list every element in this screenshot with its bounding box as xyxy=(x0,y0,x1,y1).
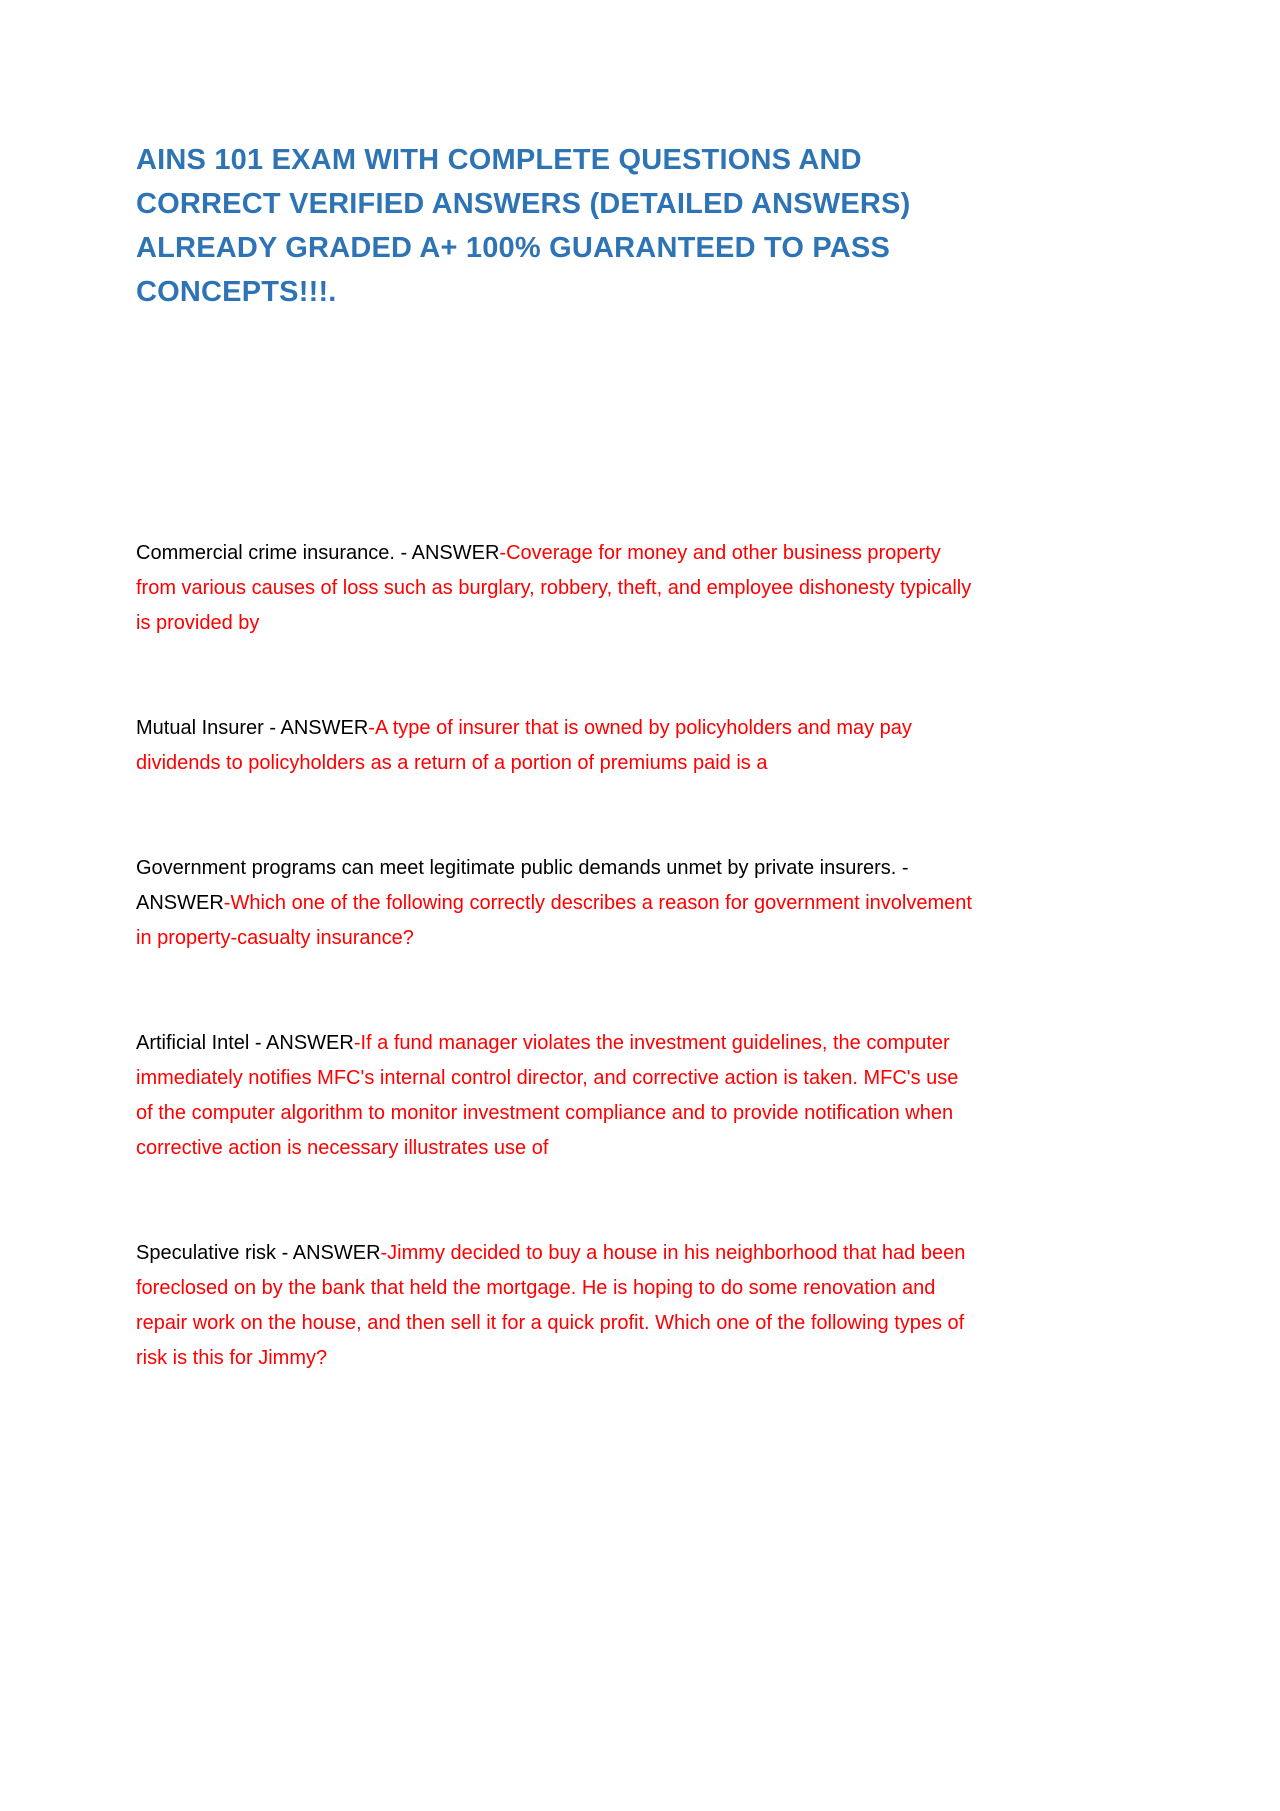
question-text: Government programs can meet legitimate public demands unmet by private insurers. - ANSWER xyxy=(136,857,909,915)
qa-item xyxy=(136,851,980,956)
answer-text: -Which one of the following correctly describes a reason for government involvement in property-casualty insurance? xyxy=(136,892,972,950)
answer-text: -Jimmy decided to buy a house in his neighborhood that had been foreclosed on by the bank that held the mortgage. He is hoping to do some renovation and repair work on the house, and then sell it for a quick profit. Which one of the following types of risk is this for Jimmy? xyxy=(136,1242,966,1370)
question-text: Speculative risk - ANSWER xyxy=(136,1242,381,1265)
qa-item xyxy=(136,536,980,641)
qa-item xyxy=(136,1026,980,1166)
answer-text: -Coverage for money and other business property from various causes of loss such as burglary, robbery, theft, and employee dishonesty typically is provided by xyxy=(136,542,972,635)
question-text: Mutual Insurer - ANSWER xyxy=(136,717,369,740)
question-text: Artificial Intel - ANSWER xyxy=(136,1032,354,1055)
qa-list xyxy=(136,536,980,1376)
qa-item xyxy=(136,1236,980,1376)
page-title: AINS 101 EXAM WITH COMPLETE QUESTIONS AND CORRECT VERIFIED ANSWERS (DETAILED ANSWERS) ALREADY GRADED A+ 100% GUARANTEED TO PASS CONCEPTS!!!. xyxy=(136,144,911,309)
qa-item xyxy=(136,711,980,781)
answer-text: -A type of insurer that is owned by policyholders and may pay dividends to policyholders as a return of a portion of premiums paid is a xyxy=(136,717,912,775)
question-text: Commercial crime insurance. - ANSWER xyxy=(136,542,500,565)
answer-text: -If a fund manager violates the investment guidelines, the computer immediately notifies MFC's internal control director, and corrective action is taken. MFC's use of the computer algorithm to monitor investment compliance and to provide notification when corrective action is necessary illustrates use of xyxy=(136,1032,959,1160)
